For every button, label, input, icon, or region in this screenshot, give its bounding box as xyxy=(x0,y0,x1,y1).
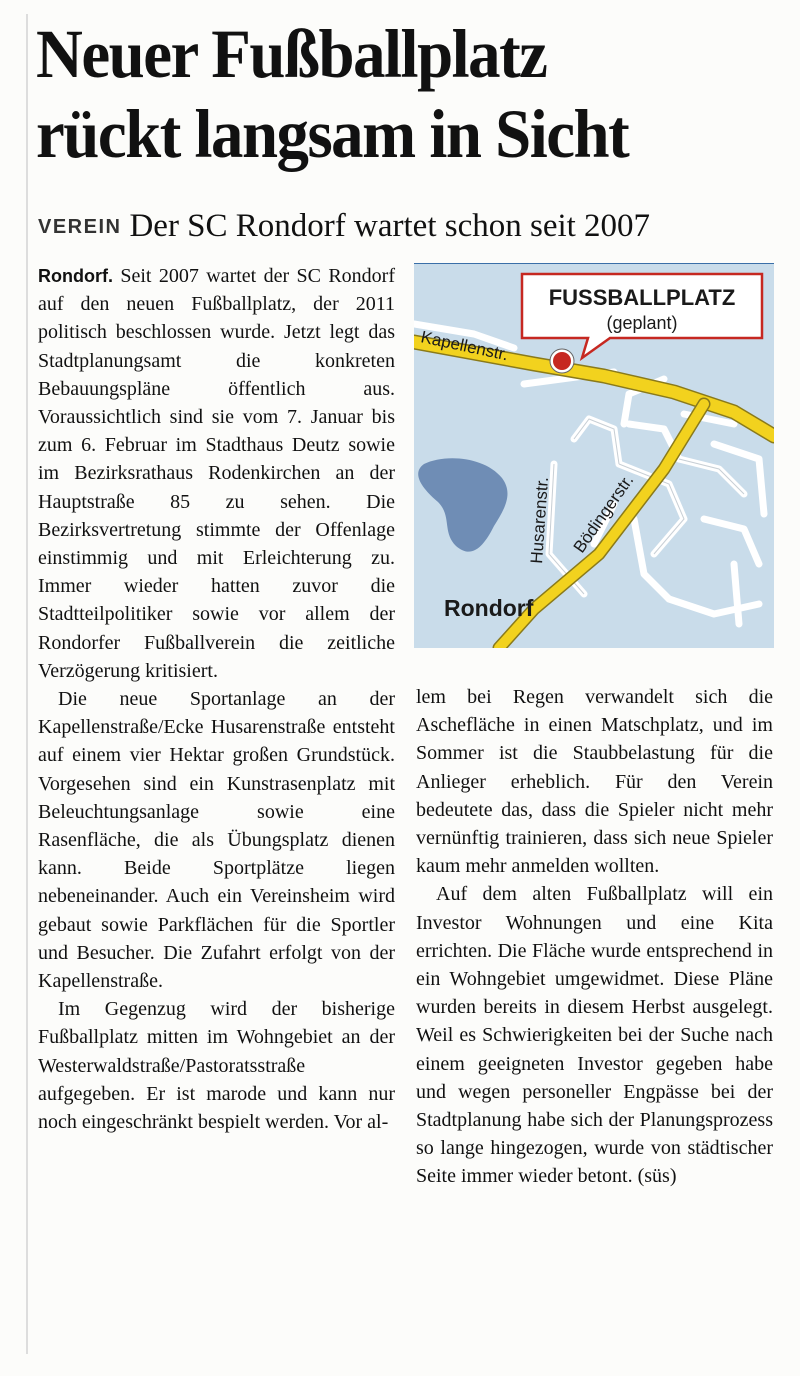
paragraph-text: Seit 2007 wartet der SC Rondorf auf den neuen Fußballplatz, der 2011 politisch beschlossen wurde. Jetzt legt das Stadtplanungsamt die konkreten Bebauungspläne öffentlich aus. Voraussichtlich sind sie vom 7. Januar bis zum 6. Februar im Stadthaus Deutz sowie im Bezirksrathaus Rodenkirchen an der Hauptstraße 85 zu sehen. Die Bezirksvertretung stimmte der Offenlage einstimmig und mit Erleichterung zu. Immer wieder hatten zuvor die Stadtteilpolitiker sowie vor allem der Rondorfer Fußballverein die zeitliche Verzögerung kritisiert. xyxy=(38,265,396,682)
place-label-rondorf: Rondorf xyxy=(444,595,534,621)
article-paragraph xyxy=(38,262,395,685)
callout-subtitle: (geplant) xyxy=(606,313,678,333)
article-column-left xyxy=(38,262,395,1136)
kicker: VEREIN xyxy=(38,216,122,238)
article-paragraph: Die neue Sportanlage an der Kapellenstraße/Ecke Husarenstraße entsteht auf einem vier Hektar großen Grundstück. Vorgesehen sind ein Kunstrasenplatz mit Beleuchtungsanlage sowie eine Rasenfläche, die als Übungsplatz dienen kann. Beide Sportplätze liegen nebeneinander. Auch ein Vereinsheim wird gebaut sowie Parkflächen für die Sportler und Besucher. Die Zufahrt erfolgt von der Kapellenstraße. xyxy=(38,688,395,993)
location-lead: Rondorf. xyxy=(38,266,113,286)
location-map xyxy=(414,264,774,648)
article-paragraph: Im Gegenzug wird der bisherige Fußballplatz mitten im Wohngebiet an der Westerwaldstraße/Pastoratsstraße aufgegeben. Er ist marode und kann nur noch eingeschränkt bespielt werden. Vor al- xyxy=(38,998,395,1134)
callout-title: FUSSBALLPLATZ xyxy=(548,285,736,310)
article-paragraph: Auf dem alten Fußballplatz will ein Investor Wohnungen und eine Kita errichten. Die Fläche wurde entsprechend in ein Wohngebiet umgewidmet. Diese Pläne wurden bereits in diesem Herbst ausgelegt. Weil es Schwierigkeiten bei der Suche nach einem geeigneten Investor gegeben habe und wegen personeller Engpässe bei der Stadtplanung habe sich der Planungsprozess so lange hingezogen, wurde von städtischer Seite immer wieder betont. (süs) xyxy=(416,883,773,1188)
street-label-husarenstr: Husarenstr. xyxy=(527,476,553,565)
street-label-kapellenstr: Kapellenstr. xyxy=(419,327,511,365)
football-field-marker xyxy=(553,352,571,370)
article-paragraph: lem bei Regen verwandelt sich die Aschefläche in einen Matschplatz, und im Sommer ist die Staubbelastung für die Anlieger erheblich. Für den Verein bedeutete das, dass die Spieler nicht mehr vernünftig trainieren, dass sich neue Spieler kaum mehr anmelden wollten. xyxy=(416,686,773,878)
street-label-boedingerstr: Bödingerstr. xyxy=(569,471,638,557)
headline-line-1: Neuer Fußballplatz xyxy=(36,16,547,92)
subheadline: Der SC Rondorf wartet schon seit 2007 xyxy=(129,208,651,244)
headline-line-2: rückt langsam in Sicht xyxy=(36,96,629,172)
article-column-right xyxy=(416,683,773,1191)
headline xyxy=(36,14,741,174)
column-rule xyxy=(26,14,28,1354)
subheadline-row xyxy=(38,206,788,247)
